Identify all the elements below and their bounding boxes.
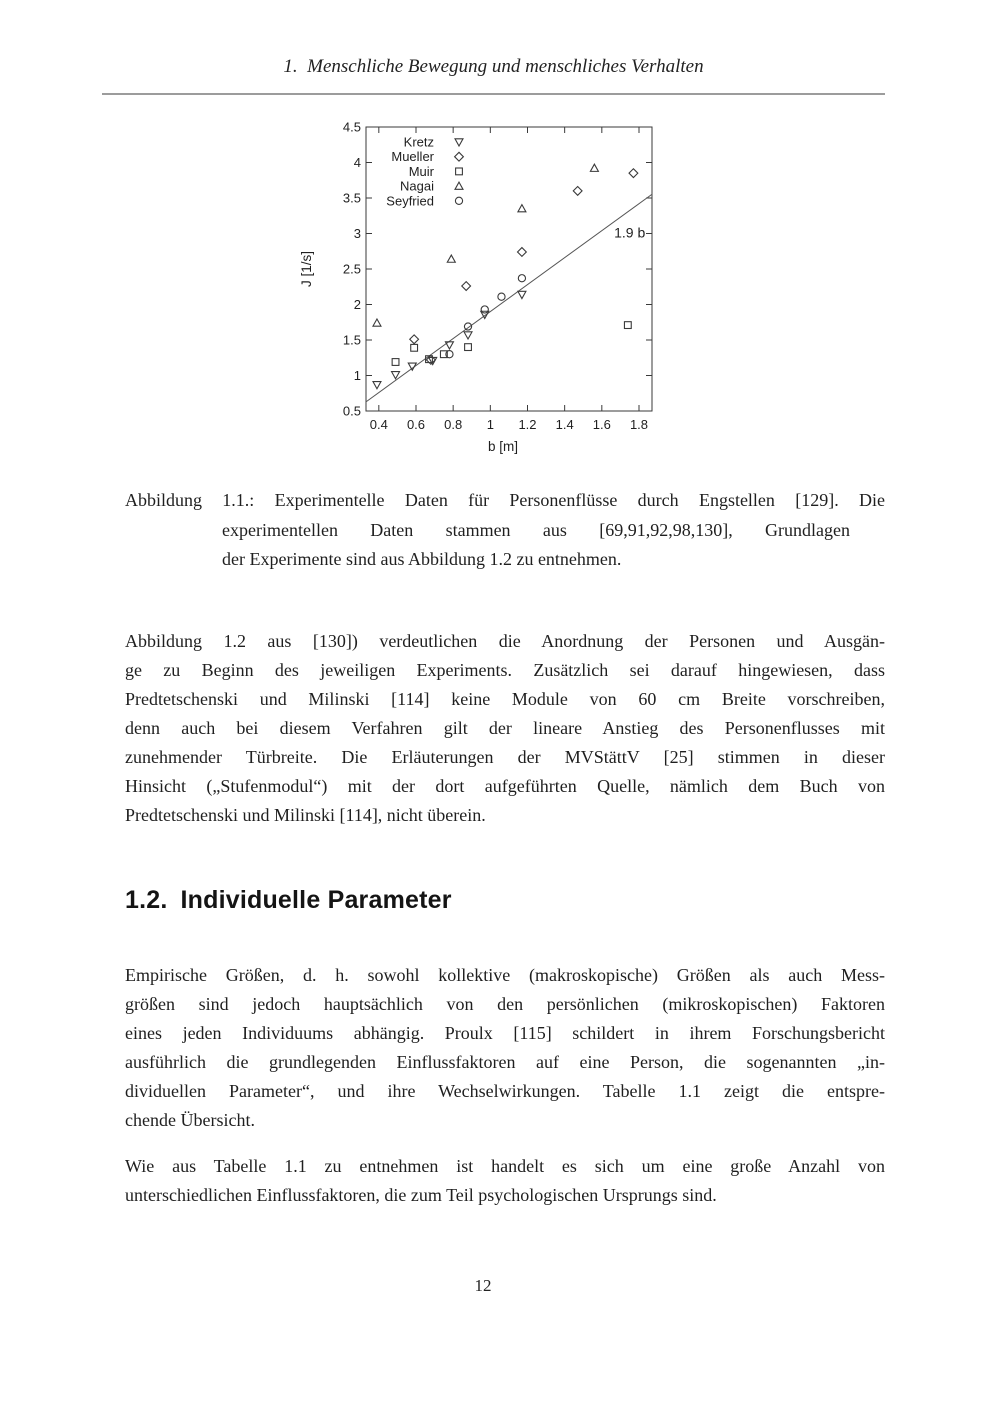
body-paragraph-2 [125, 961, 885, 1135]
svg-text:1.5: 1.5 [342, 332, 361, 348]
caption-label: Abbildung 1.1.: [125, 490, 255, 510]
body-paragraph-1 [125, 627, 885, 830]
text-line: größen sind jedoch hauptsächlich von den persönlichen (mikroskopischen) Faktoren [125, 994, 885, 1014]
series-kretz [373, 291, 526, 388]
text-line: unterschiedlichen Einflussfaktoren, die zum Teil psychologischen Ursprungs sind. [125, 1185, 717, 1205]
section-heading [125, 886, 452, 915]
svg-text:4.5: 4.5 [342, 119, 361, 135]
caption-text: Experimentelle Daten für Personenflüsse durch Engstellen [129]. Die [274, 490, 885, 510]
running-header-text: 1. Menschliche Bewegung und menschliches Verhalten [283, 56, 704, 77]
text-line: ausführlich die grundlegenden Einflussfaktoren auf eine Person, die sogenannten „in- [125, 1052, 885, 1072]
text-line: Predtetschenski und Milinski [114], nicht überein. [125, 805, 486, 825]
svg-text:1.4: 1.4 [555, 417, 574, 432]
text-line: der Experimente sind aus Abbildung 1.2 zu entnehmen. [222, 549, 622, 569]
svg-text:1.8: 1.8 [629, 417, 649, 432]
svg-text:2: 2 [353, 297, 361, 312]
text-line: experimentellen Daten stammen aus [69,91,92,98,130], Grundlagen [222, 519, 850, 540]
text-line: chende Übersicht. [125, 1110, 255, 1130]
series-mueller [410, 169, 638, 365]
section-number: 1.2. [125, 886, 168, 914]
legend-label: Mueller [391, 149, 434, 165]
legend [386, 135, 463, 209]
text-line: denn auch bei diesem Verfahren gilt der lineare Anstieg des Personenflusses mit [125, 718, 885, 738]
body-paragraph-3 [125, 1152, 885, 1210]
svg-text:3: 3 [353, 226, 361, 241]
svg-text:1: 1 [486, 417, 494, 432]
figure-1-1 [295, 113, 675, 461]
svg-text:4: 4 [353, 155, 361, 170]
section-title: Individuelle Parameter [180, 886, 452, 914]
caption-line-1 [125, 486, 885, 516]
trend-line-label: 1.9 b [614, 224, 646, 241]
svg-text:1.2: 1.2 [518, 417, 537, 432]
text-line: ge zu Beginn des jeweiligen Experiments. Zusätzlich sei darauf hingewiesen, dass [125, 660, 885, 680]
x-axis-title: b [m] [487, 439, 519, 454]
page-number: 12 [474, 1276, 492, 1295]
svg-text:0.4: 0.4 [369, 417, 388, 432]
svg-text:2.5: 2.5 [342, 261, 361, 277]
legend-label: Nagai [400, 178, 434, 194]
text-line: Wie aus Tabelle 1.1 zu entnehmen ist handelt es sich um eine große Anzahl von [125, 1156, 885, 1176]
text-line: Empirische Größen, d. h. sowohl kollektive (makroskopische) Größen als auch Mess- [125, 965, 885, 985]
legend-label: Kretz [403, 134, 434, 150]
svg-text:0.6: 0.6 [406, 417, 426, 432]
y-axis-title: J [1/s] [299, 250, 314, 288]
text-line: eines jeden Individuums abhängig. Proulx [115] schildert in ihrem Forschungsbericht [125, 1023, 885, 1043]
running-header [102, 56, 885, 78]
text-line: dividuellen Parameter“, und ihre Wechselwirkungen. Tabelle 1.1 zeigt die entspre- [125, 1081, 885, 1101]
legend-label: Muir [408, 163, 434, 179]
trend-line [366, 194, 652, 402]
scatter-plot [295, 113, 675, 461]
y-axis-tick-labels [343, 120, 361, 419]
svg-text:3.5: 3.5 [342, 190, 361, 206]
legend-label: Seyfried [386, 193, 434, 209]
svg-text:1: 1 [353, 368, 361, 383]
svg-text:0.8: 0.8 [444, 417, 463, 432]
svg-text:0.5: 0.5 [342, 403, 361, 419]
figure-caption [125, 486, 885, 575]
header-rule [102, 93, 885, 95]
text-line: zunehmender Türbreite. Die Erläuterungen der MVStättV [25] stimmen in dieser [125, 747, 885, 767]
svg-text:1.6: 1.6 [592, 417, 611, 432]
text-line: Predtetschenski und Milinski [114] keine Module von 60 cm Breite vorschreiben, [125, 689, 885, 709]
text-line: Hinsicht („Stufenmodul“) mit der dort aufgeführten Quelle, nämlich dem Buch von [125, 776, 885, 796]
x-axis-tick-labels [370, 417, 648, 432]
caption-continuation [125, 516, 850, 575]
text-line: Abbildung 1.2 aus [130]) verdeutlichen die Anordnung der Personen und Ausgän- [125, 631, 885, 651]
